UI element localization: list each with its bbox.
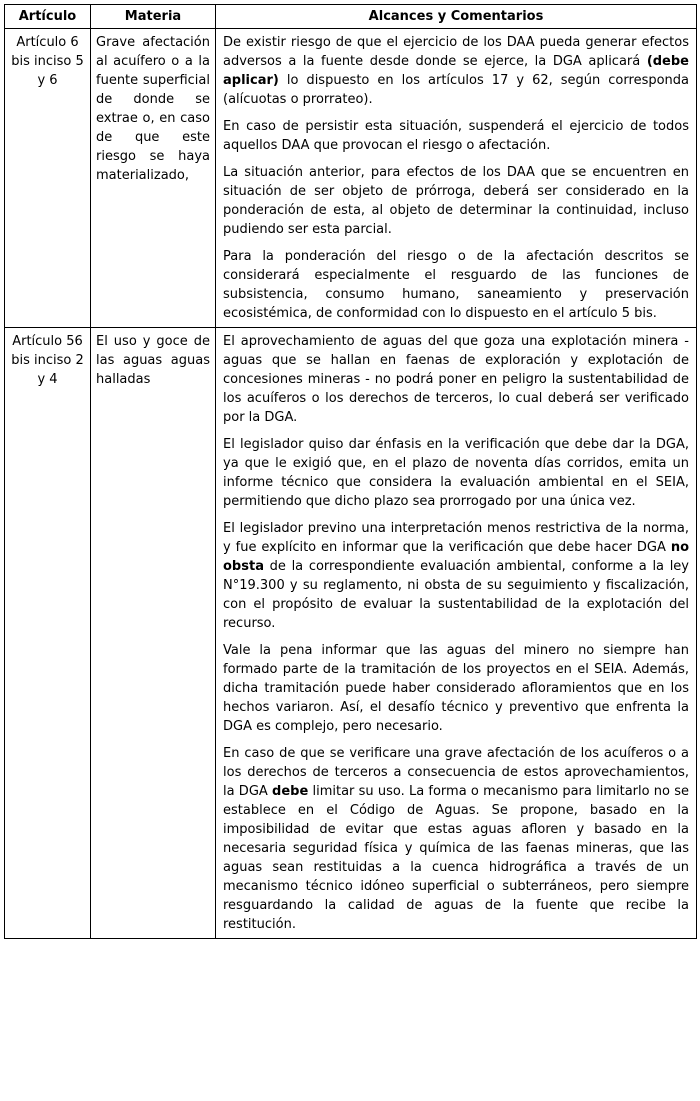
text-segment: En caso de persistir esta situación, suspenderá el ejercicio de todos aquellos DAA que provocan el riesgo o afectación. <box>223 119 689 153</box>
bold-text: debe <box>272 784 309 799</box>
bold-text: (debe aplicar) <box>223 54 689 88</box>
text-segment: Para la ponderación del riesgo o de la afectación descritos se considerará especialmente el resguardo de las funciones de subsistencia, consumo humano, saneamiento y preservación ecosistémica, de conformidad con lo dispuesto en el artículo 5 bis. <box>223 249 689 321</box>
cell-articulo: Artículo 56 bis inciso 2 y 4 <box>5 328 91 939</box>
cell-materia: El uso y goce de las aguas aguas halladas <box>91 328 216 939</box>
cell-comentarios <box>216 29 697 328</box>
column-header-materia: Materia <box>91 5 216 29</box>
table-header-row <box>5 5 697 29</box>
text-segment: El legislador previno una interpretación menos restrictiva de la norma, y fue explícito en informar que la verificación que debe hacer DGA <box>223 521 689 555</box>
table-row <box>5 328 697 939</box>
paragraph <box>223 33 689 109</box>
paragraph <box>223 641 689 736</box>
paragraph <box>223 247 689 323</box>
paragraph <box>223 435 689 511</box>
paragraph <box>223 519 689 633</box>
text-segment: La situación anterior, para efectos de los DAA que se encuentren en situación de ser objeto de prórroga, deberá ser considerado en la ponderación de esta, al objeto de determinar la continuidad, incluso pudiendo ser esta parcial. <box>223 165 689 237</box>
paragraph <box>223 163 689 239</box>
text-segment: En caso de que se verificare una grave afectación de los acuíferos o a los derechos de terceros a consecuencia de estos aprovechamientos, la DGA <box>223 746 689 799</box>
paragraph <box>223 744 689 934</box>
text-segment: lo dispuesto en los artículos 17 y 62, según corresponda (alícuotas o prorrateo). <box>223 73 689 107</box>
text-segment: de la correspondiente evaluación ambiental, conforme a la ley N°19.300 y su reglamento, ni obsta de su seguimiento y fiscalización, con el propósito de evaluar la sustentabilidad de la explotación del recurso. <box>223 559 689 631</box>
text-segment: El aprovechamiento de aguas del que goza una explotación minera - aguas que se hallan en faenas de exploración y explotación de concesiones mineras - no podrá poner en peligro la sustentabilidad de los acuíferos o los derechos de terceros, lo cual deberá ser verificado por la DGA. <box>223 334 689 425</box>
cell-comentarios <box>216 328 697 939</box>
cell-articulo: Artículo 6 bis inciso 5 y 6 <box>5 29 91 328</box>
column-header-comentarios: Alcances y Comentarios <box>216 5 697 29</box>
text-segment: De existir riesgo de que el ejercicio de los DAA pueda generar efectos adversos a la fuente desde donde se ejerce, la DGA aplicará <box>223 35 689 69</box>
paragraph <box>223 117 689 155</box>
cell-materia: Grave afectación al acuífero o a la fuente superficial de donde se extrae o, en caso de que este riesgo se haya materializado, <box>91 29 216 328</box>
bold-text: no obsta <box>223 540 689 574</box>
text-segment: limitar su uso. La forma o mecanismo para limitarlo no se establece en el Código de Aguas. Se propone, basado en la imposibilidad de evitar que estas aguas afloren y basado en la necesaria seguridad física y química de las faenas mineras, que las aguas sean restituidas a la cuenca hidrográfica a través de un mecanismo técnico idóneo superficial o subterráneos, pero siempre resguardando la calidad de aguas de la fuente que recibe la restitución. <box>223 784 689 932</box>
text-segment: Vale la pena informar que las aguas del minero no siempre han formado parte de la tramitación de los proyectos en el SEIA. Además, dicha tramitación puede haber considerado afloramientos que en los hechos variaron. Así, el desafío técnico y preventivo que enfrenta la DGA es complejo, pero necesario. <box>223 643 689 734</box>
column-header-articulo: Artículo <box>5 5 91 29</box>
legal-table <box>4 4 697 939</box>
text-segment: El legislador quiso dar énfasis en la verificación que debe dar la DGA, ya que le exigió que, en el plazo de noventa días corridos, emita un informe técnico que considera la evaluación ambiental en el SEIA, permitiendo que dicho plazo sea prorrogado por una única vez. <box>223 437 689 509</box>
paragraph <box>223 332 689 427</box>
table-row <box>5 29 697 328</box>
